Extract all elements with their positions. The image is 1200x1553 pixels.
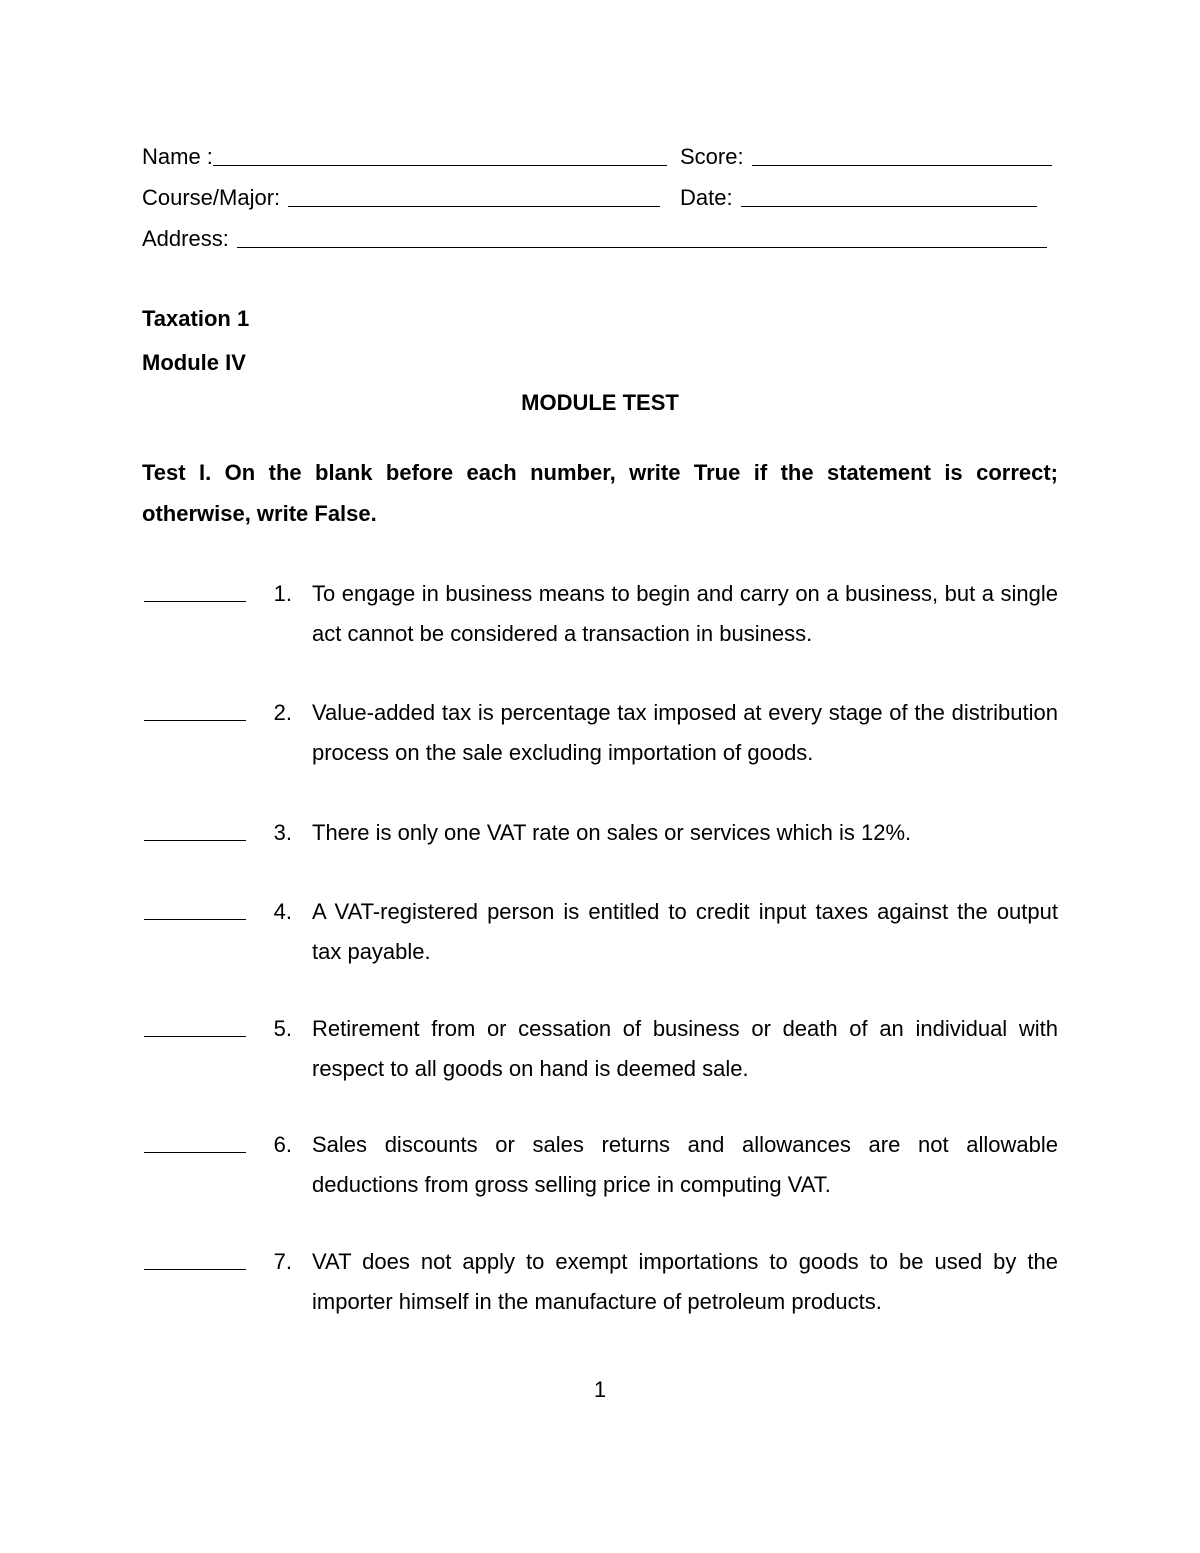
- item-text: There is only one VAT rate on sales or services which is 12%.: [312, 820, 912, 845]
- test-item: [142, 1132, 1058, 1212]
- item-number: 6.: [273, 1132, 292, 1157]
- test-item: [142, 899, 1058, 979]
- date-label: Date:: [680, 185, 733, 210]
- name-field-row: [142, 143, 667, 170]
- course-blank: [288, 186, 660, 207]
- item-number: 5.: [273, 1016, 292, 1041]
- address-blank: [237, 227, 1047, 248]
- answer-blank: [144, 1269, 246, 1270]
- test-item: [142, 820, 1058, 900]
- item-text: To engage in business means to begin and carry on a business, but a single act cannot be considered a transaction in business.: [312, 581, 1058, 646]
- test-item: [142, 1249, 1058, 1329]
- date-field-row: [680, 184, 1037, 211]
- test-item: [142, 700, 1058, 780]
- test-instructions: Test I. On the blank before each number, write True if the statement is correct; otherwise, write False.: [142, 460, 1058, 526]
- page-number: 1: [593, 1377, 607, 1402]
- score-label: Score:: [680, 144, 744, 169]
- answer-blank: [144, 1152, 246, 1153]
- address-field-row: [142, 225, 1047, 252]
- item-number: 4.: [273, 899, 292, 924]
- subject-title: Taxation 1: [142, 306, 250, 331]
- item-text: Value-added tax is percentage tax imposed at every stage of the distribution process on the sale excluding importation of goods.: [312, 700, 1058, 765]
- item-number: 3.: [273, 820, 292, 845]
- score-blank: [752, 145, 1052, 166]
- item-number: 1.: [273, 581, 292, 606]
- course-field-row: [142, 184, 660, 211]
- item-text: Retirement from or cessation of business or death of an individual with respect to all goods on hand is deemed sale.: [312, 1016, 1058, 1081]
- address-label: Address:: [142, 226, 229, 251]
- date-blank: [741, 186, 1037, 207]
- test-title: MODULE TEST: [521, 390, 679, 415]
- answer-blank: [144, 720, 246, 721]
- test-item: [142, 1016, 1058, 1096]
- item-number: 7.: [273, 1249, 292, 1274]
- test-item: [142, 581, 1058, 661]
- item-text: VAT does not apply to exempt importations to goods to be used by the importer himself in the manufacture of petroleum products.: [312, 1249, 1058, 1314]
- answer-blank: [144, 601, 246, 602]
- score-field-row: [680, 143, 1052, 170]
- answer-blank: [144, 919, 246, 920]
- name-blank: [213, 145, 667, 166]
- course-label: Course/Major:: [142, 185, 281, 210]
- answer-blank: [144, 1036, 246, 1037]
- item-number: 2.: [273, 700, 292, 725]
- name-label: Name :: [142, 144, 213, 169]
- item-text: Sales discounts or sales returns and allowances are not allowable deductions from gross selling price in computing VAT.: [312, 1132, 1058, 1197]
- answer-blank: [144, 840, 246, 841]
- item-text: A VAT-registered person is entitled to credit input taxes against the output tax payable.: [312, 899, 1058, 964]
- module-title: Module IV: [142, 350, 246, 375]
